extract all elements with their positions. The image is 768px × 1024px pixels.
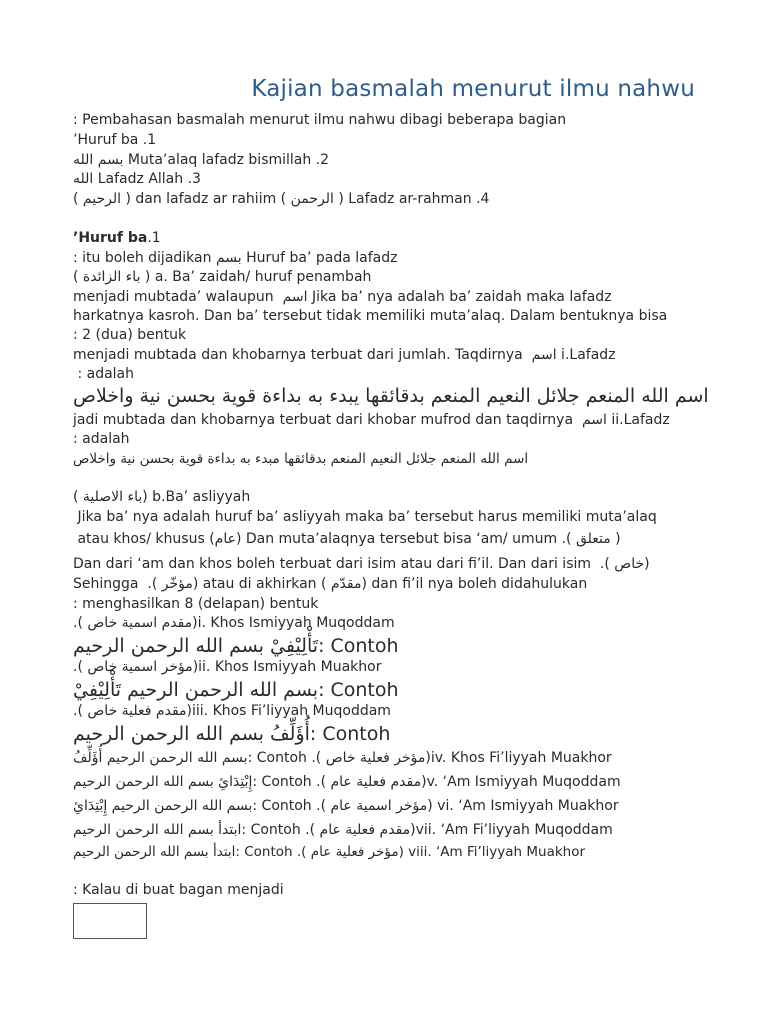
form-item-with-example: إِبْتِدَائِ بسم الله الرحمن الرحيم: Contoh .( مقدم فعلية عام)v. ‘Am Ismiyyah Muqoddam: [73, 774, 621, 790]
form-item-with-example: بسم الله الرحمن الرحيم أُؤَلِّفُ: Contoh .( مؤخر فعلية خاص)iv. Khos Fi’liyyah Muakhor: [73, 750, 612, 766]
arabic-taqdir-2: اسم الله المنعم جلائل النعيم المنعم بدقائقها مبدء به بداءة قوية بحسن نية واخلاص: [73, 451, 529, 467]
paragraph-line: atau khos/ khusus (عام) Dan muta’alaqnya tersebut bisa ‘am/ umum .( متعلق ): [73, 531, 621, 547]
example-line: بسم الله الرحمن الرحيم تَأْلِيْفِيْ: Contoh: [73, 679, 399, 701]
section-heading: [73, 229, 161, 247]
example-line: تَأْلِيْفِيْ بسم الله الرحمن الرحيم: Contoh: [73, 635, 399, 657]
arabic-taqdir-1: اسم الله المنعم جلائل النعيم المنعم بدقائقها يبدء به بداءة قوية بحسن نية واخلاص: [73, 385, 709, 407]
subsection-heading: ( باء الزائدة ) a. Ba’ zaidah/ huruf penambah: [73, 269, 372, 285]
form-item: .( مقدم اسمية خاص)i. Khos Ismiyyah Muqoddam: [73, 615, 395, 631]
list-item: بسم الله Muta’alaq lafadz bismillah .2: [73, 152, 330, 168]
paragraph-line: Sehingga .( مؤخّر) atau di akhirkan ( مقدّم) dan fi’il nya boleh didahulukan: [73, 576, 588, 592]
paragraph-line: menjadi mubtada dan khobarnya terbuat dari jumlah. Taqdirnya اسم i.Lafadz: [73, 347, 616, 363]
paragraph-line: menjadi mubtada’ walaupun اسم Jika ba’ nya adalah ba’ zaidah maka lafadz: [73, 289, 612, 305]
section-heading-number: .1: [147, 230, 161, 246]
form-item: .( مؤخر اسمية خاص)ii. Khos Ismiyyah Muakhor: [73, 659, 382, 675]
paragraph-line: : Kalau di buat bagan menjadi: [73, 882, 284, 898]
form-item-with-example: ابتدأ بسم الله الرحمن الرحيم: Contoh .( مقدم فعلية عام)vii. ‘Am Fi’liyyah Muqoddam: [73, 822, 613, 838]
paragraph-line: harkatnya kasroh. Dan ba’ tersebut tidak memiliki muta’alaq. Dalam bentuknya bisa: [73, 308, 668, 324]
paragraph-line: jadi mubtada dan khobarnya terbuat dari khobar mufrod dan taqdirnya اسم ii.Lafadz: [73, 412, 670, 428]
section-heading-bold: ’Huruf ba: [73, 230, 148, 246]
diagram-placeholder-box: [73, 903, 147, 939]
form-item-with-example: بسم الله الرحمن الرحيم إِبْتِدَائِ: Contoh .( مؤخر اسمية عام) vi. ‘Am Ismiyyah Muakhor: [73, 798, 619, 814]
subsection-heading: ( باء الاصلية) b.Ba’ asliyyah: [73, 489, 251, 505]
paragraph-line: : adalah: [73, 431, 130, 447]
form-item-with-example: ابتدأ بسم الله الرحمن الرحيم: Contoh .( مؤخر فعلية عام) viii. ‘Am Fi’liyyah Muakhor: [73, 844, 586, 860]
paragraph-line: : menghasilkan 8 (delapan) bentuk: [73, 596, 319, 612]
page-title: Kajian basmalah menurut ilmu nahwu: [251, 76, 695, 102]
paragraph-line: Dan dari ‘am dan khos boleh terbuat dari isim atau dari fi’il. Dan dari isim .( خاص): [73, 556, 650, 572]
paragraph-line: Jika ba’ nya adalah huruf ba’ asliyyah maka ba’ tersebut harus memiliki muta’alaq: [73, 509, 657, 525]
list-item: ( الرحيم ) dan lafadz ar rahiim ( الرحمن ) Lafadz ar-rahman .4: [73, 191, 490, 207]
paragraph-line: : itu boleh dijadikan بسم Huruf ba’ pada lafadz: [73, 250, 398, 266]
list-item: الله Lafadz Allah .3: [73, 171, 201, 187]
list-item: ’Huruf ba .1: [73, 132, 157, 148]
example-line: أُؤَلِّفُ بسم الله الرحمن الرحيم: Contoh: [73, 723, 391, 745]
paragraph-line: : 2 (dua) bentuk: [73, 327, 187, 343]
intro-line: : Pembahasan basmalah menurut ilmu nahwu dibagi beberapa bagian: [73, 112, 567, 128]
form-item: .( مقدم فعلية خاص)iii. Khos Fi’liyyah Muqoddam: [73, 703, 391, 719]
paragraph-line: : adalah: [73, 366, 135, 382]
